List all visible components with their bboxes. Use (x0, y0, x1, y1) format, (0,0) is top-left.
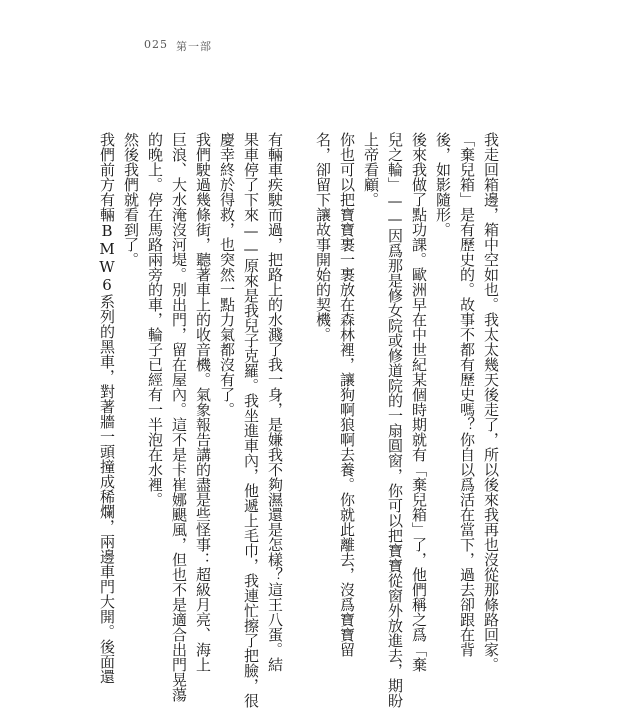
text-line: 然後我們就看到了。 (122, 132, 140, 267)
text-line: 兒之輪」——因爲那是修女院或修道院的一扇圓窗，你可以把寶寶從窗外放進去，期盼 (386, 132, 404, 708)
text-line: 的晚上。停在馬路兩旁的車，輪子已經有一半泡在水裡。 (146, 132, 164, 507)
text-line: 巨浪、大水淹沒河堤。別出門，留在屋內。這不是卡崔娜颶風，但也不是適合出門晃蕩 (170, 132, 188, 702)
text-line: 有輛車疾駛而過，把路上的水濺了我一身，是嫌我不夠濕還是怎樣？這王八蛋。結 (266, 132, 284, 672)
body-text (0, 132, 640, 708)
page-number: 025 (144, 38, 168, 51)
page-header (144, 38, 212, 54)
text-line: 慶幸終於得救，也突然一點力氣都沒有了。 (218, 132, 236, 417)
text-line: 我們駛過幾條街，聽著車上的收音機。氣象報告講的盡是些怪事：超級月亮、海上 (194, 132, 212, 672)
text-line: 後，如影隨形。 (434, 132, 452, 237)
text-line: 果車停了下來——原來是我兒子克羅。我坐進車內，他遞上毛巾，我連忙擦了把臉，很 (242, 132, 260, 708)
text-line: 上帝看顧。 (362, 132, 380, 207)
text-line: 「棄兒箱」是有歷史的。故事不都有歷史嗎？你自以爲活在當下，過去卻跟在背 (458, 132, 476, 657)
text-line: 你也可以把寶寶裹一裹放在森林裡，讓狗啊狼啊去養。你就此離去，沒爲寶寶留 (338, 132, 356, 657)
text-line: 我走回箱邊，箱中空如也。我太太幾天後走了，所以後來我再也沒從那條路回家。 (482, 132, 500, 672)
text-line: 我們前方有輛BMW6系列的黑車，對著牆一頭撞成稀爛，兩邊車門大開。後面還 (98, 132, 116, 684)
text-line: 後來我做了點功課。歐洲早在中世紀某個時期就有「棄兒箱」了，他們稱之爲「棄 (410, 132, 428, 672)
text-line: 名，卻留下讓故事開始的契機。 (314, 132, 332, 342)
chapter-title: 第一部 (176, 40, 212, 53)
